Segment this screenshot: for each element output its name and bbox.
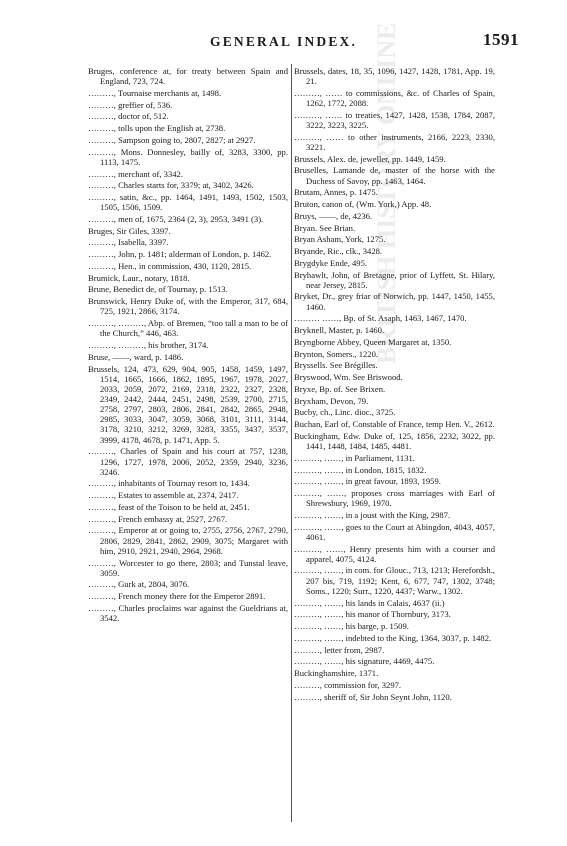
index-entry: Bryhawlt, John, of Bretagne, prior of Lyffett, St. Hilary, near Jersey, 2815. (294, 269, 495, 290)
index-entry: Brune, Benedict de, of Tournay, p. 1513. (88, 284, 228, 295)
index-entry: Brynton, Somers., 1220. (294, 348, 379, 359)
index-entry: ………, Charles of Spain and his court at 757, 1238, 1296, 1727, 1978, 2006, 2052, 2359, 2940, 3236, 3246. (88, 446, 288, 477)
index-entry: ………, letter from, 2987. (294, 644, 385, 655)
index-entry: ………, Tournaise merchants at, 1498. (88, 87, 222, 98)
index-column-left (88, 66, 288, 625)
column-divider (291, 64, 292, 822)
index-entry: Bruges, Sir Giles, 3397. (88, 225, 171, 236)
index-entry: ………, feast of the Toison to be held at, 2451. (88, 501, 250, 512)
index-entry: ………, ……, his barge, p. 1509. (294, 621, 409, 632)
page-header (0, 30, 567, 52)
index-entry: ………, …… to other instruments, 2166, 2223, 2330, 3221. (294, 131, 495, 152)
index-entry: ………, tolls upon the English at, 2738. (88, 123, 226, 134)
index-entry: ……… ……, Bp. of St. Asaph, 1463, 1467, 1470. (294, 313, 467, 324)
running-title: GENERAL INDEX. (210, 34, 358, 49)
index-entry: Bryxham, Devon, 79. (294, 395, 369, 406)
index-entry: ………, Gurk at, 2804, 3076. (88, 579, 190, 590)
index-entry: ………, greffier of, 536. (88, 99, 173, 110)
index-column-right (294, 66, 495, 703)
index-entry: Bryknell, Master, p. 1460. (294, 325, 385, 336)
index-entry: Bryssells. See Brégilles. (294, 360, 378, 371)
index-entry: ………, commission for, 3297. (294, 679, 402, 690)
index-entry: ………, ……, in Parliament, 1131. (294, 452, 415, 463)
index-entry: ………, ……, in great favour, 1893, 1959. (294, 476, 441, 487)
index-entry: Brussels, Alex. de, jeweller, pp. 1449, 1459. (294, 153, 446, 164)
index-entry: Brussels, 124, 473, 629, 904, 905, 1458, 1459, 1497, 1514, 1665, 1666, 1862, 1895, 1967, 1978, 2027, 2033, 2059, 2072, 2169, 2318, 2322, 2327, 2328, 2349, 2442, 2444, 2451, 2498, 2539, 2700, 2715, 2758, 2797, 2803, 2806, 2841, 2842, 2865, 2948, 2985, 3033, 3047, 3059, 3068, 3101, 3111, 3144, 3178, 3210, 3212, 3269, 3283, 3355, 3437, 3537, 3999, 4178, 4678, p. 1471, App. 5. (88, 363, 288, 445)
index-entry: Buckingham, Edw. Duke of, 125, 1856, 2232, 3022, pp. 1441, 1448, 1484, 1485, 4481. (294, 430, 495, 451)
index-entry: ………, ……, Henry presents him with a courser and apparel, 4075, 4124. (294, 543, 495, 564)
index-entry: Bryande, Ric., clk., 3428. (294, 246, 383, 257)
index-entry: Bryngborne Abbey, Queen Margaret at, 1350. (294, 336, 452, 347)
index-entry: ………, doctor of, 512. (88, 111, 169, 122)
index-entry: Bruton, canon of, (Wm. York,) App. 48. (294, 199, 432, 210)
index-entry: ………, ……, in London, 1815, 1832. (294, 464, 427, 475)
index-entry: Brunswick, Henry Duke of, with the Emperor, 317, 684, 725, 1921, 2866, 3174. (88, 296, 288, 317)
index-entry: Bruys, ——, de, 4236. (294, 210, 373, 221)
index-entry: ………, Estates to assemble at, 2374, 2417. (88, 490, 239, 501)
index-entry: Bruse, ——, ward, p. 1486. (88, 351, 184, 362)
index-entry: ………, French money there for the Emperor 2891. (88, 591, 266, 602)
index-entry: ………, satin, &c., pp. 1464, 1491, 1493, 1502, 1503, 1505, 1506, 1509. (88, 192, 288, 213)
index-entry: Bruges, conference at, for treaty between Spain and England, 723, 724. (88, 66, 288, 87)
index-entry: ………, ……, his lands in Calais, 4637 (ii.) (294, 597, 445, 608)
index-entry: Bryan. See Brian. (294, 222, 356, 233)
index-entry: ………, ……, goes to the Court at Abingdon, 4043, 4057, 4061. (294, 521, 495, 542)
index-entry: ………, …… to commissions, &c. of Charles of Spain, 1262, 1772, 2088. (294, 87, 495, 109)
index-entry: ………, men of, 1675, 2364 (2, 3), 2953, 3491 (3). (88, 213, 264, 224)
index-entry: ………, ……, proposes cross marriages with Earl of Shrewsbury, 1969, 1970. (294, 488, 495, 509)
index-entry: ………, John, p. 1481; alderman of London, p. 1462. (88, 249, 272, 260)
index-entry: ………, ………, his brother, 3174. (88, 340, 209, 351)
page-number: 1591 (483, 30, 519, 49)
index-entry: Bryket, Dr., grey friar of Norwich, pp. 1447, 1450, 1455, 1460. (294, 291, 495, 312)
index-entry: ………, inhabitants of Tournay resort to, 1434. (88, 478, 250, 489)
index-entry: ………, merchant of, 3342. (88, 168, 183, 179)
index-entry: ………, sheriff of, Sir John Seynt John, 1120. (294, 691, 452, 702)
index-entry: ………, Sampson going to, 2807, 2827; at 2927. (88, 134, 256, 145)
index-entry: ………, ……, his signature, 4469, 4475. (294, 656, 435, 667)
index-entry: Buchan, Earl of, Constable of France, temp Hen. V., 2612. (294, 419, 495, 430)
index-entry: ………, Hen., in commission, 430, 1120, 2815. (88, 260, 252, 271)
index-entry: ………, French embassy at, 2527, 2767. (88, 513, 228, 524)
index-entry: ………, ……, in com. for Glouc., 713, 1213; Herefordsh., 207 bis, 719, 1192; Kent, 6, 677, 747, 1302, 3748; Soms., 1220; Surr., 1220, 4437; Warw., 1302. (294, 565, 495, 596)
index-entry: Buckinghamshire, 1371. (294, 668, 379, 679)
index-entry: ………, Worcester to go there, 2803; and Tunstal leave, 3059. (88, 557, 288, 578)
index-entry: Brumick, Laur., notary, 1818. (88, 272, 190, 283)
index-entry: Brygdyke Ende, 495. (294, 257, 368, 268)
index-entry: ………, ……, indebted to the King, 1364, 3037, p. 1482. (294, 632, 492, 643)
index-entry: Bryan Asham, York, 1275. (294, 234, 386, 245)
watermark-text: BRITISH HISTORY ONLINE (372, 22, 401, 364)
index-entry: ………, Emperor at or going to, 2755, 2756, 2767, 2790, 2806, 2829, 2841, 2862, 2909, 3075; Margaret with him, 2910, 2921, 2940, 2964, 2968. (88, 525, 288, 556)
index-entry: Brutam, Annes, p. 1475. (294, 187, 378, 198)
index-entry: Bucby, ch., Linc. dioc., 3725. (294, 407, 396, 418)
index-entry: ………, ……, his manor of Thornbury, 3173. (294, 609, 451, 620)
index-entry: ………, Mons. Donnesley, bailly of, 3283, 3300, pp. 1113, 1475. (88, 146, 288, 167)
index-entry: ………, Charles proclaims war against the Gueldrians at, 3542. (88, 602, 288, 624)
index-entry: ………, Isabella, 3397. (88, 237, 169, 248)
index-entry: Bryxe, Bp. of. See Brixen. (294, 383, 386, 394)
index-entry: ………, ………, Abp. of Bremen, “too tall a man to be of the Church,” 446, 463. (88, 318, 288, 339)
index-entry: ………, ……, in a joust with the King, 2987. (294, 509, 451, 520)
index-entry: Bryswood, Wm. See Briswood. (294, 372, 403, 383)
index-entry: ………, Charles starts for, 3379; at, 3402, 3426. (88, 180, 254, 191)
index-entry: Brussels, dates, 18, 35, 1096, 1427, 1428, 1781, App. 19, 21. (294, 66, 495, 87)
index-entry: Bruselles, Lamande de, master of the horse with the Duchess of Savoy, pp. 1463, 1464. (294, 165, 495, 186)
index-entry: ………, …… to treaties, 1427, 1428, 1538, 1784, 2087, 3222, 3223, 3225. (294, 109, 495, 130)
